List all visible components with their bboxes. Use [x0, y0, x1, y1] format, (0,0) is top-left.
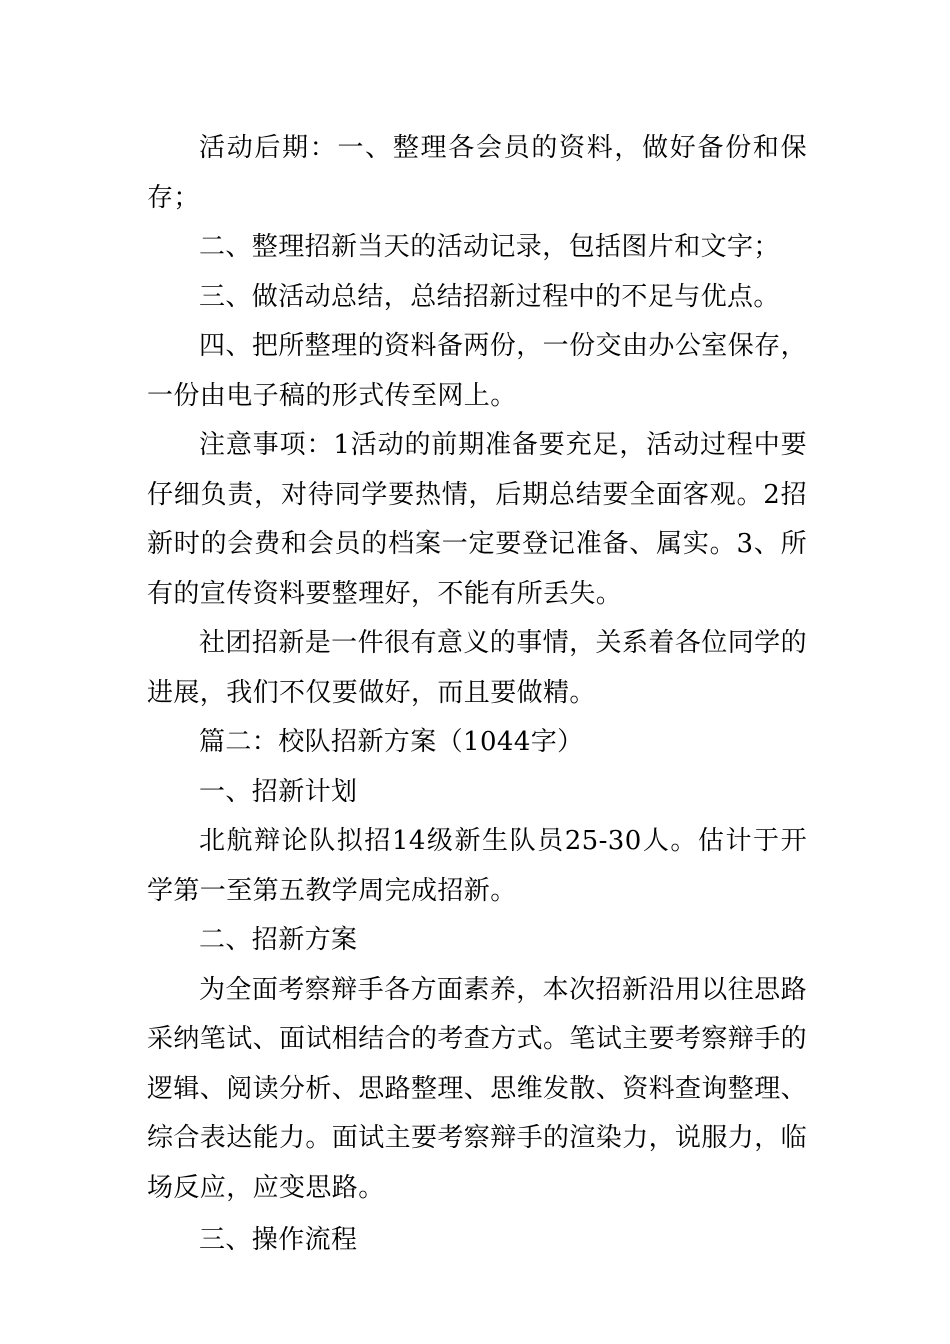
section-heading-plan: 一、招新计划: [199, 776, 358, 807]
paragraph-closing: 社团招新是一件很有意义的事情，关系着各位同学的进展，我们不仅要做好，而且要做精。: [147, 628, 807, 708]
section-heading-scheme: 二、招新方案: [199, 925, 358, 955]
paragraph-backup-copies: 四、把所整理的资料备两份，一份交由办公室保存，一份由电子稿的形式传至网上。: [147, 331, 807, 411]
paragraph-recruit-scheme: 为全面考察辩手各方面素养，本次招新沿用以往思路采纳笔试、面试相结合的考查方式。笔试主要考察辩手的逻辑、阅读分析、思路整理、思维发散、资料查询整理、综合表达能力。面试主要考察辩手的渲染力，说服力，临场反应，应变思路。: [147, 974, 808, 1203]
paragraph-organize-records: 二、整理招新当天的活动记录，包括图片和文字；: [199, 232, 780, 262]
paragraph-post-activity: 活动后期：一、整理各会员的资料，做好备份和保存；: [147, 133, 807, 213]
section-title-part-two: 篇二：校队招新方案（1044字）: [199, 727, 584, 757]
section-heading-process: 三、操作流程: [199, 1225, 358, 1255]
paragraph-activity-summary: 三、做活动总结，总结招新过程中的不足与优点。: [199, 281, 780, 312]
document-body: [147, 124, 807, 1266]
paragraph-notes: 注意事项：1活动的前期准备要充足，活动过程中要仔细负责，对待同学要热情，后期总结要全面客观。2招新时的会费和会员的档案一定要登记准备、属实。3、所有的宣传资料要整理好，不能有所丢失。: [147, 430, 807, 609]
paragraph-recruit-plan: 北航辩论队拟招14级新生队员25-30人。估计于开学第一至第五教学周完成招新。: [147, 826, 807, 906]
